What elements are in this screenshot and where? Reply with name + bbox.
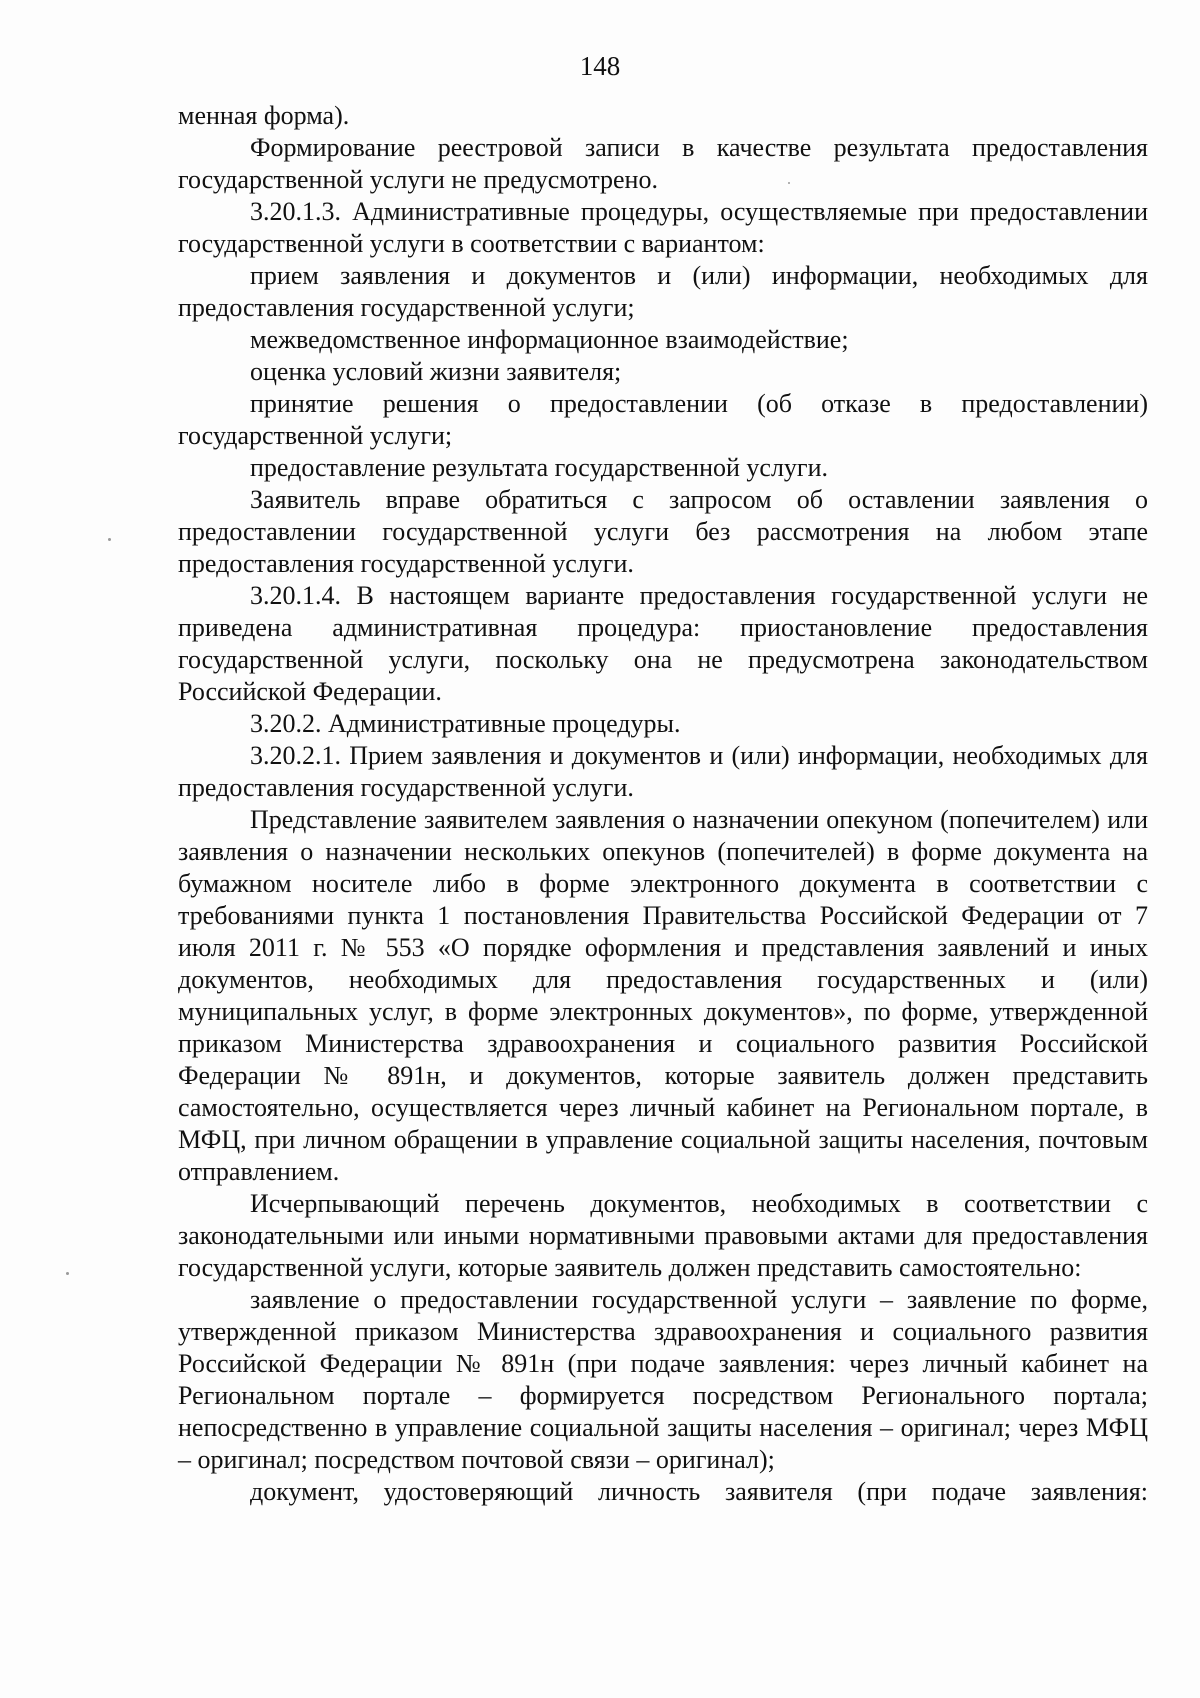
paragraph-withdrawal-request: Заявитель вправе обратиться с запросом об оставлении заявления о предоставлении государственной услуги без рассмотрения на любом этапе предоставления государственной услуги. xyxy=(178,485,1148,578)
scan-speck xyxy=(788,182,790,184)
scan-speck xyxy=(66,1272,69,1275)
document-body xyxy=(178,100,1148,1508)
paragraph-3-20-2: 3.20.2. Административные процедуры. xyxy=(250,709,681,738)
list-item-procedure-assessment: оценка условий жизни заявителя; xyxy=(250,357,622,386)
list-item-procedure-decision: принятие решения о предоставлении (об отказе в предоставлении) государственной услуги; xyxy=(178,389,1148,450)
list-item-procedure-reception: прием заявления и документов и (или) информации, необходимых для предоставления государственной услуги; xyxy=(178,261,1148,322)
list-item-identity-document: документ, удостоверяющий личность заявителя (при подаче заявления: xyxy=(250,1477,1148,1506)
paragraph-application-submission: Представление заявителем заявления о назначении опекуном (попечителем) или заявления о назначении нескольких опекунов (попечителей) в форме документа на бумажном носителе либо в форме электронного документа в соответствии с требованиями пункта 1 постановления Правительства Российской Федерации от 7 июля 2011 г. № 553 «О порядке оформления и представления заявлений и иных документов, необходимых для предоставления государственных и (или) муниципальных услуг, в форме электронных документов», по форме, утвержденной приказом Министерства здравоохранения и социального развития Российской Федерации № 891н, и документов, которые заявитель должен представить самостоятельно, осуществляется через личный кабинет на Региональном портале, в МФЦ, при личном обращении в управление социальной защиты населения, почтовым отправлением. xyxy=(178,805,1148,1186)
paragraph-documents-list: Исчерпывающий перечень документов, необходимых в соответствии с законодательными или иными нормативными правовыми актами для предоставления государственной услуги, которые заявитель должен представить самостоятельно: xyxy=(178,1189,1148,1282)
list-item-procedure-interagency: межведомственное информационное взаимодействие; xyxy=(250,325,849,354)
paragraph-3-20-1-4: 3.20.1.4. В настоящем варианте предоставления государственной услуги не приведена административная процедура: приостановление предоставления государственной услуги, поскольку она не предусмотрена законодательством Российской Федерации. xyxy=(178,581,1148,706)
paragraph-3-20-1-3: 3.20.1.3. Административные процедуры, осуществляемые при предоставлении государственной услуги в соответствии с вариантом: xyxy=(178,197,1148,258)
page-number: 148 xyxy=(579,51,621,81)
paragraph-continuation: менная форма). xyxy=(178,101,350,130)
paragraph-3-20-2-1: 3.20.2.1. Прием заявления и документов и (или) информации, необходимых для предоставления государственной услуги. xyxy=(178,741,1148,802)
paragraph-registry-record: Формирование реестровой записи в качестве результата предоставления государственной услуги не предусмотрено. xyxy=(178,133,1148,194)
list-item-procedure-result: предоставление результата государственной услуги. xyxy=(250,453,829,482)
list-item-application-form: заявление о предоставлении государственной услуги – заявление по форме, утвержденной приказом Министерства здравоохранения и социального развития Российской Федерации № 891н (при подаче заявления: через личный кабинет на Региональном портале – формируется посредством Регионального портала; непосредственно в управление социальной защиты населения – оригинал; через МФЦ – оригинал; посредством почтовой связи – оригинал); xyxy=(178,1285,1148,1474)
scan-speck xyxy=(108,538,111,541)
